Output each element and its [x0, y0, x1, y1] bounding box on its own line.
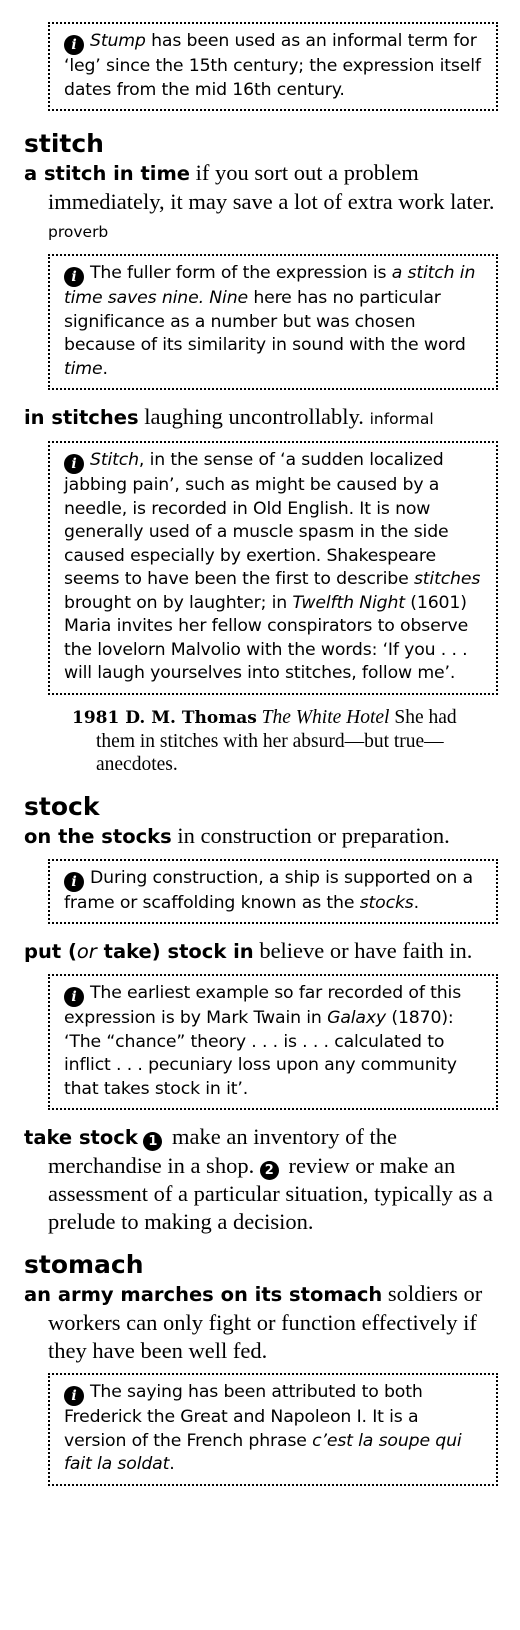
note-text: .	[102, 358, 108, 379]
note-army-marches	[48, 1373, 498, 1486]
definition: if you sort out a problem immediately, it may save a lot of extra work later.	[48, 160, 495, 214]
note-text: time	[64, 358, 103, 379]
note-text: The saying has been attributed to both Frederick the Great and Napoleon I. It is a version of the French phrase	[64, 1382, 423, 1451]
idiom-phrase: an army marches on its stomach	[24, 1283, 383, 1306]
note-put-stock-in	[48, 974, 498, 1110]
entry-put-stock-in	[24, 937, 500, 966]
note-text: (1870): ‘The “chance” theory . . . is . . . calculated to inflict . . . pecuniary loss upon any community that takes stock in it’.	[64, 1008, 457, 1099]
note-on-the-stocks	[48, 859, 498, 925]
headword-stock: stock	[24, 791, 100, 821]
note-text: Galaxy	[327, 1008, 387, 1028]
note-text: Stitch	[90, 450, 139, 470]
info-icon: i	[64, 872, 84, 892]
sense-number-2: 2	[260, 1161, 279, 1180]
note-stump	[48, 22, 498, 111]
note-text: , in the sense of ‘a sudden localized jabbing pain’, such as might be caused by a needle, is recorded in Old English. It is now generally used of a muscle spasm in the side caused especially by exertion. Shakespeare seems to have been the first to describe	[64, 450, 449, 589]
info-icon: i	[64, 987, 84, 1007]
note-text: The earliest example so far recorded of this expression is by Mark Twain in	[64, 983, 462, 1028]
note-text: here has no particular significance as a number but was chosen because of its similarity in sound with the word	[64, 288, 466, 355]
note-text: During construction, a ship is supported on a frame or scaffolding known as the	[64, 867, 473, 913]
note-text: Twelfth Night	[292, 592, 405, 613]
quotation	[72, 706, 500, 776]
usage-label: informal	[369, 410, 434, 428]
entry-a-stitch-in-time	[24, 159, 500, 246]
idiom-phrase-or: or	[76, 940, 97, 963]
sense-number-1: 1	[143, 1132, 162, 1151]
headword-stomach: stomach	[24, 1250, 144, 1279]
entry-in-stitches	[24, 403, 500, 433]
info-icon: i	[64, 267, 84, 287]
note-text: stitches	[413, 569, 481, 589]
note-text: .	[169, 1454, 175, 1474]
idiom-phrase: take stock	[24, 1126, 138, 1149]
idiom-phrase-part: put (	[24, 940, 77, 963]
idiom-phrase: a stitch in time	[24, 162, 191, 185]
note-text: has been used as an informal term for ‘leg’ since the 15th century; the expression itself dates from the mid 16th century.	[64, 31, 481, 100]
info-icon: i	[64, 35, 84, 55]
note-text: stocks	[359, 892, 414, 913]
usage-label: proverb	[48, 223, 109, 241]
note-stitch-in-time	[48, 254, 498, 390]
definition: review or make an assessment of a particular situation, typically as a prelude to making a decision.	[48, 1153, 493, 1234]
definition: in construction or preparation.	[171, 822, 450, 848]
entry-on-the-stocks	[24, 822, 500, 851]
note-in-stitches	[48, 441, 498, 695]
note-text: .	[413, 892, 419, 913]
quotation-title: The White Hotel	[261, 706, 390, 728]
info-icon: i	[64, 1386, 84, 1406]
note-text: c’est la soupe qui fait la soldat	[64, 1430, 462, 1474]
quotation-source: 1981 D. M. Thomas	[72, 707, 257, 728]
note-text: a stitch in time saves nine. Nine	[64, 263, 476, 308]
info-icon: i	[64, 454, 84, 474]
entry-army-marches	[24, 1280, 500, 1365]
note-text: brought on by laughter; in	[64, 592, 293, 613]
headword-stitch: stitch	[24, 129, 104, 158]
definition: soldiers or workers can only fight or function effectively if they have been well fed.	[48, 1281, 483, 1363]
idiom-phrase-part: take) stock in	[96, 940, 254, 963]
definition: believe or have faith in.	[253, 938, 473, 963]
dictionary-page	[24, 22, 500, 1486]
definition: make an inventory of the merchandise in a shop.	[48, 1124, 397, 1178]
note-text: (1601) Maria invites her fellow conspirators to observe the lovelorn Malvolio with the words: ‘If you . . . will laugh yourselves into stitches, follow me’.	[64, 592, 469, 683]
idiom-phrase: on the stocks	[24, 824, 172, 848]
entry-take-stock	[24, 1123, 500, 1236]
quotation-text: She had them in stitches with her absurd—but true—anecdotes.	[96, 706, 457, 775]
note-text: The fuller form of the expression is	[90, 263, 392, 283]
idiom-phrase: in stitches	[24, 406, 139, 429]
definition: laughing uncontrollably.	[138, 404, 370, 429]
note-text: Stump	[90, 31, 146, 51]
idiom-phrase	[24, 940, 254, 963]
